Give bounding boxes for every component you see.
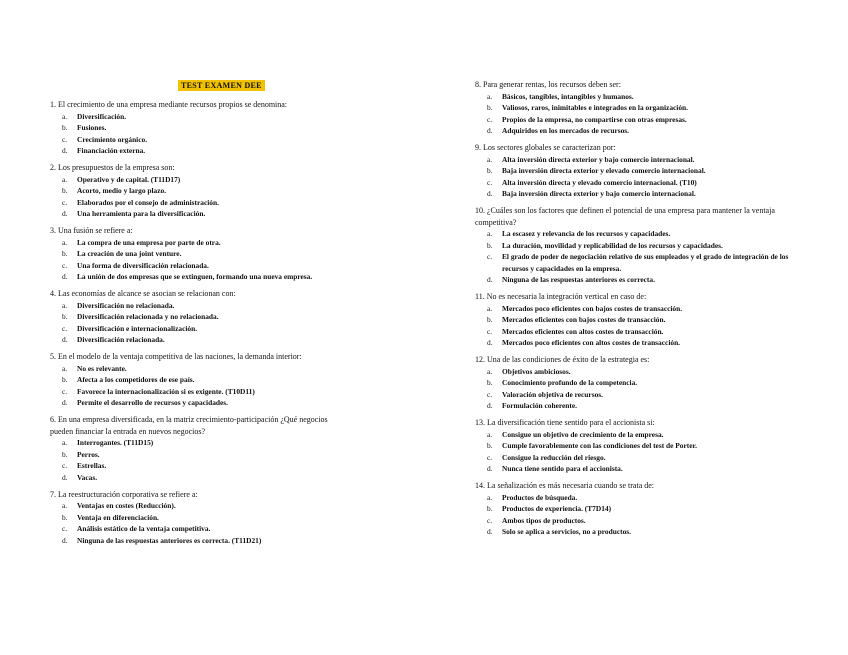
option-list [475,91,805,137]
answer-option [475,125,805,137]
option-text: Básicos, tangibles, intangibles y humanos. [502,91,634,101]
question-text: 2. Los presupuestos de la empresa son: [50,163,175,172]
answer-option [475,337,805,349]
answer-option [475,154,805,166]
answer-option [50,437,350,449]
option-marker: c. [62,323,68,333]
answer-option [475,114,805,126]
answer-option [475,389,805,401]
option-marker: a. [62,237,68,247]
answer-option [50,260,350,272]
option-text: Alta inversión directa exterior y bajo comercio internacional. [502,154,695,164]
option-text: La compra de una empresa por parte de otra. [77,237,221,247]
option-list [475,303,805,349]
option-text: Consigue un objetivo de crecimiento de la empresa. [502,429,664,439]
answer-option [50,535,350,547]
question-block [50,288,350,346]
answer-option [475,440,805,452]
option-marker: c. [487,515,493,525]
option-text: Afecta a los competidores de ese país. [77,375,195,384]
answer-option [50,185,350,197]
option-marker: b. [487,103,493,112]
option-text: El grado de poder de negociación relativo de sus empleados y el grado de integración de los recursos y capacidades en la empresa. [502,252,789,273]
option-list [475,492,805,538]
option-marker: a. [487,154,493,164]
question-block [50,99,350,157]
option-text: Una herramienta para la diversificación. [77,209,206,218]
option-text: Análisis estático de la ventaja competitiva. [77,524,211,533]
option-marker: b. [62,186,68,195]
option-marker: c. [62,386,68,396]
option-text: La creación de una joint venture. [77,249,182,258]
answer-option [50,208,350,220]
answer-option [475,526,805,538]
option-marker: b. [62,249,68,258]
option-marker: d. [487,464,493,473]
option-text: Ventajas en costes (Reducción). [77,501,176,510]
option-marker: a. [62,174,68,184]
option-text: Vacas. [77,472,98,482]
answer-option [50,237,350,249]
option-list [475,228,805,286]
option-text: Mercados poco eficientes con bajos costes de transacción. [502,303,683,313]
option-marker: b. [487,504,493,513]
option-marker: c. [487,177,493,187]
option-marker: d. [62,272,68,281]
option-marker: d. [487,189,493,198]
answer-option [475,274,805,286]
answer-option [475,492,805,504]
option-list [50,500,350,546]
option-text: Valoración objetiva de recursos. [502,389,603,399]
option-text: Diversificación e internacionalización. [77,323,198,333]
option-list [475,366,805,412]
option-marker: b. [487,315,493,324]
answer-option [475,463,805,475]
option-marker: c. [487,114,493,124]
question-text: 1. El crecimiento de una empresa mediante recursos propios se denomina: [50,100,288,109]
option-marker: b. [62,312,68,321]
question-block [50,351,350,409]
question-block [475,291,805,349]
option-text: Crecimiento orgánico. [77,134,148,144]
option-marker: b. [487,166,493,175]
question-block [475,417,805,475]
option-text: Formulación coherente. [502,401,577,410]
option-list [50,437,350,483]
option-marker: c. [62,134,68,144]
question-block [475,354,805,412]
option-text: Propios de la empresa, no compartirse con otras empresas. [502,114,687,124]
answer-option [50,523,350,535]
answer-option [50,374,350,386]
option-marker: a. [62,438,68,447]
option-text: No es relevante. [77,363,127,373]
question-block [50,414,350,483]
option-text: Solo se aplica a servicios, no a productos. [502,527,632,536]
answer-option [50,512,350,524]
answer-option [50,134,350,146]
answer-option [475,515,805,527]
option-marker: c. [487,452,493,462]
option-text: Acorto, medio y largo plazo. [77,186,167,195]
answer-option [475,503,805,515]
option-marker: a. [62,300,68,310]
option-marker: d. [62,335,68,344]
answer-option [50,145,350,157]
option-text: Ninguna de las respuestas anteriores es correcta. [502,275,655,284]
question-block [475,480,805,538]
option-marker: b. [62,123,68,132]
question-text: 6. En una empresa diversificada, en la matriz crecimiento-participación ¿Qué negocios pueden financiar la entrada en nuevos negocios? [50,415,328,436]
answer-option [50,334,350,346]
answer-option [475,102,805,114]
question-text: 9. Los sectores globales se caracterizan por: [475,143,616,152]
option-text: Una forma de diversificación relacionada. [77,260,209,270]
option-marker: a. [62,111,68,121]
option-marker: c. [62,197,68,207]
option-text: Objetivos ambiciosos. [502,366,571,376]
option-list [50,300,350,346]
option-marker: a. [487,229,493,238]
option-list [475,154,805,200]
answer-option [475,228,805,240]
option-marker: d. [487,126,493,135]
option-text: La unión de dos empresas que se extinguen, formando una nueva empresa. [77,272,313,281]
option-text: Operativo y de capital. (T11D17) [77,174,181,184]
answer-option [475,452,805,464]
answer-option [475,240,805,252]
answer-option [475,429,805,441]
option-text: Productos de búsqueda. [502,492,578,502]
question-block [50,225,350,283]
option-text: Ninguna de las respuestas anteriores es correcta. (T11D21) [77,535,262,545]
option-text: Diversificación relacionada y no relacionada. [77,312,219,321]
option-text: Productos de experiencia. (T7D14) [502,504,612,513]
answer-option [50,460,350,472]
option-text: Nunca tiene sentido para el accionista. [502,464,623,473]
option-marker: d. [62,209,68,218]
question-text: 7. La reestructuración corporativa se refiere a: [50,489,198,499]
option-list [50,237,350,283]
question-block [50,162,350,220]
answer-option [475,303,805,315]
question-text: 8. Para generar rentas, los recursos deben ser: [475,80,621,89]
question-text: 5. En el modelo de la ventaja competitiva de las naciones, la demanda interior: [50,352,302,361]
option-text: Ambos tipos de productos. [502,515,586,525]
answer-option [50,248,350,260]
answer-option [475,400,805,412]
option-text: Estrellas. [77,461,107,470]
answer-option [50,449,350,461]
option-list [50,363,350,409]
option-text: Conocimiento profundo de la competencia. [502,378,638,387]
answer-option [475,251,805,274]
answer-option [50,323,350,335]
option-marker: b. [487,240,493,250]
option-text: Permite el desarrollo de recursos y capacidades. [77,398,228,407]
question-text: 14. La señalización es más necesaria cuando se trata de: [475,481,655,490]
answer-option [50,174,350,186]
answer-option [50,300,350,312]
option-text: Elaborados por el consejo de administración. [77,197,219,207]
option-text: Valiosos, raros, inimitables e integrados en la organización. [502,103,688,112]
option-marker: d. [62,535,68,545]
option-marker: a. [487,366,493,376]
question-text: 4. Las economías de alcance se asocian se relacionan con: [50,289,236,298]
answer-option [50,197,350,209]
option-text: Alta inversión directa y elevado comercio internacional. (T10) [502,177,697,187]
option-text: Adquiridos en los mercados de recursos. [502,126,630,135]
option-marker: b. [62,512,68,522]
question-block [475,142,805,200]
answer-option [475,366,805,378]
answer-option [475,177,805,189]
option-text: Favorece la internacionalización si es exigente. (T10D11) [77,386,255,396]
option-marker: b. [487,378,493,387]
option-marker: a. [487,303,493,313]
question-text: 13. La diversificación tiene sentido para el accionista si: [475,418,655,427]
option-text: Diversificación no relacionada. [77,300,175,310]
question-block [475,79,805,137]
option-text: Mercados eficientes con bajos costes de transacción. [502,315,666,324]
answer-option [50,111,350,123]
answer-option [50,472,350,484]
option-marker: b. [62,449,68,459]
option-text: Cumple favorablemente con las condiciones del test de Porter. [502,441,697,450]
option-text: Financiación externa. [77,146,146,155]
option-list [50,174,350,220]
option-marker: d. [487,401,493,410]
question-text: 11. No es necesaria la integración vertical en caso de: [475,292,647,301]
option-text: Consigue la reducción del riesgo. [502,452,606,462]
answer-option [50,311,350,323]
answer-option [50,386,350,398]
question-text: 10. ¿Cuáles son los factores que definen el potencial de una empresa para mantener la ventaja competitiva? [475,206,775,227]
option-text: Interrogantes. (T11D15) [77,438,154,447]
option-text: La duración, movilidad y replicabilidad de los recursos y capacidades. [502,240,723,250]
option-list [50,111,350,157]
option-marker: d. [62,472,68,482]
option-text: Perros. [77,449,100,459]
option-marker: c. [487,389,493,399]
left-column [50,99,350,552]
option-marker: c. [62,260,68,270]
option-marker: c. [487,252,493,261]
option-marker: a. [487,429,493,439]
right-column [475,79,805,543]
answer-option [50,363,350,375]
answer-option [50,271,350,283]
option-marker: a. [487,492,493,502]
answer-option [475,188,805,200]
answer-option [475,165,805,177]
option-marker: d. [487,275,493,284]
option-marker: d. [62,398,68,407]
question-text: 12. Una de las condiciones de éxito de la estrategia es: [475,355,650,364]
option-marker: b. [62,375,68,384]
option-text: La escasez y relevancia de los recursos y capacidades. [502,229,671,238]
question-block [475,205,805,286]
option-text: Baja inversión directa exterior y bajo comercio internacional. [502,189,696,198]
option-list [475,429,805,475]
option-marker: a. [62,363,68,373]
answer-option [475,377,805,389]
answer-option [50,500,350,512]
option-marker: c. [62,461,68,470]
answer-option [475,91,805,103]
option-marker: a. [487,91,493,101]
option-marker: d. [487,338,493,347]
option-text: Baja inversión directa exterior y elevado comercio internacional. [502,166,706,175]
option-marker: d. [487,527,493,536]
option-text: Ventaja en diferenciación. [77,512,159,522]
answer-option [50,397,350,409]
option-text: Fusiones. [77,123,107,132]
option-text: Diversificación. [77,111,127,121]
option-marker: d. [62,146,68,155]
option-marker: b. [487,441,493,450]
answer-option [50,122,350,134]
question-block [50,489,350,547]
option-text: Mercados eficientes con altos costes de transacción. [502,326,664,336]
answer-option [475,326,805,338]
option-marker: c. [62,524,68,533]
answer-option [475,314,805,326]
option-marker: c. [487,326,493,336]
question-text: 3. Una fusión se refiere a: [50,226,133,235]
option-text: Mercados poco eficientes con altos costes de transacción. [502,338,681,347]
option-text: Diversificación relacionada. [77,335,165,344]
test-title: TEST EXAMEN DEE [178,80,265,91]
option-marker: a. [62,501,68,510]
